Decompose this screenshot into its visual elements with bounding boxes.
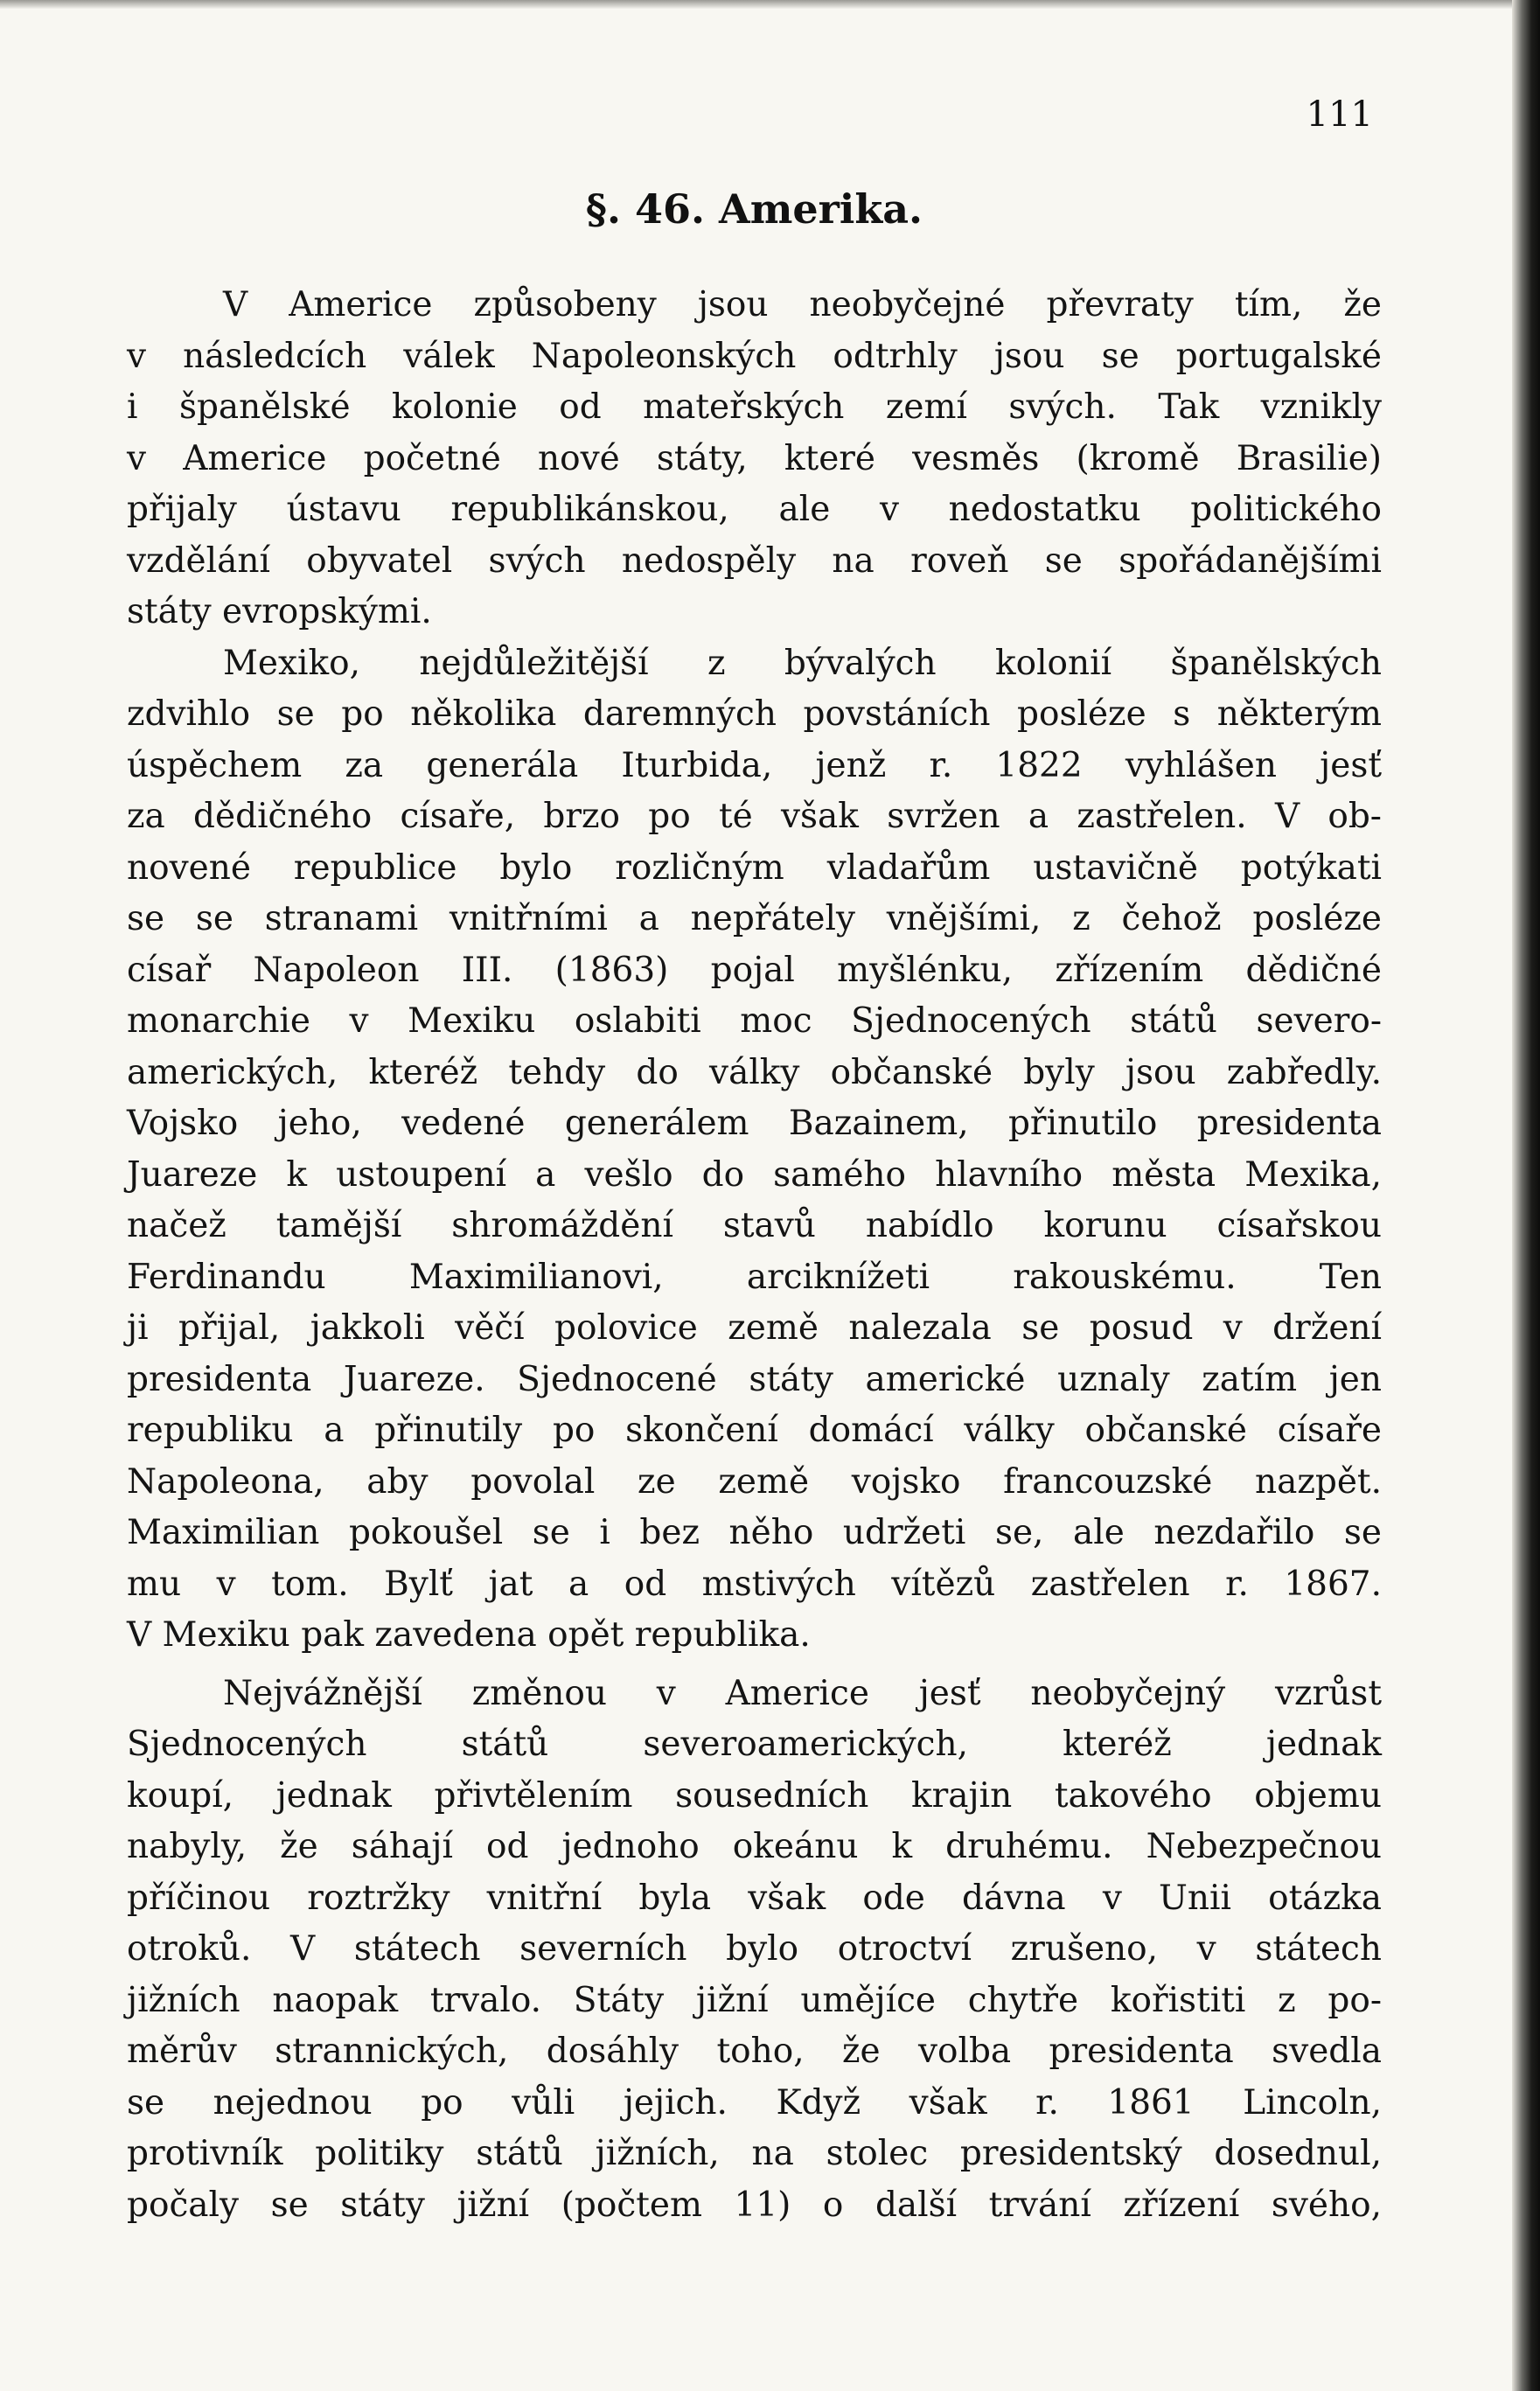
- text-line: v Americe početné nové státy, které vesměs (kromě Brasilie): [127, 438, 1382, 478]
- text-line: příčinou roztržky vnitřní byla však ode dávna v Unii otázka: [127, 1878, 1382, 1918]
- text-line: přijaly ústavu republikánskou, ale v nedostatku politického: [127, 490, 1382, 529]
- page-top-edge: [0, 0, 1540, 9]
- text-line: císař Napoleon III. (1863) pojal myšlénku, zřízením dědičné: [127, 950, 1382, 990]
- text-line: koupí, jednak přivtělením sousedních krajin takového objemu: [127, 1775, 1382, 1816]
- text-line: Maximilian pokoušel se i bez něho udržeti se, ale nezdařilo se: [127, 1513, 1382, 1552]
- text-line: Mexiko, nejdůležitější z bývalých kolonií španělských: [223, 643, 1382, 683]
- text-line: státy evropskými.: [127, 592, 432, 631]
- text-line: Nejvážnější změnou v Americe jesť neobyčejný vzrůst: [223, 1673, 1382, 1713]
- paragraph: [127, 638, 1382, 1662]
- text-line: mu v tom. Bylť jat a od mstivých vítězů zastřelen r. 1867.: [127, 1564, 1382, 1604]
- text-line: Sjednocených států severoamerických, kteréž jednak: [127, 1725, 1382, 1764]
- text-line: úspěchem za generála Iturbida, jenž r. 1822 vyhlášen jesť: [127, 745, 1382, 785]
- paragraph: [127, 1669, 1382, 2232]
- section-heading: §. 46. Amerika.: [585, 185, 923, 233]
- text-line: monarchie v Mexiku oslabiti moc Sjednocených států severo-: [127, 1001, 1382, 1041]
- text-line: Napoleona, aby povolal ze země vojsko francouzské nazpět.: [127, 1461, 1382, 1502]
- page-number: 111: [1306, 94, 1373, 135]
- text-line: Juareze k ustoupení a vešlo do samého hlavního města Mexika,: [127, 1154, 1382, 1195]
- text-line: se se stranami vnitřními a nepřátely vnějšími, z čehož posléze: [127, 899, 1382, 938]
- text-line: zdvihlo se po několika daremných povstáních posléze s některým: [127, 694, 1382, 734]
- text-line: V Mexiku pak zavedena opět republika.: [127, 1615, 811, 1655]
- text-line: vzdělání obyvatel svých nedospěly na roveň se spořádanějšími: [127, 540, 1382, 581]
- text-line: počaly se státy jižní (počtem 11) o další trvání zřízení svého,: [127, 2185, 1382, 2225]
- text-line: měrův strannických, dosáhly toho, že volba presidenta svedla: [127, 2032, 1382, 2071]
- text-line: i španělské kolonie od mateřských zemí svých. Tak vznikly: [127, 387, 1382, 427]
- text-line: Vojsko jeho, vedené generálem Bazainem, přinutilo presidenta: [127, 1104, 1382, 1143]
- text-line: za dědičného císaře, brzo po té však svržen a zastřelen. V ob-: [127, 797, 1382, 836]
- paragraph: [127, 280, 1382, 638]
- text-line: v následcích válek Napoleonských odtrhly jsou se portugalské: [127, 336, 1382, 376]
- text-line: ji přijal, jakkoli věčí polovice země nalezala se posud v držení: [127, 1308, 1382, 1348]
- text-line: otroků. V státech severních bylo otroctví zrušeno, v státech: [127, 1929, 1382, 1969]
- text-line: Ferdinandu Maximilianovi, arciknížeti rakouskému. Ten: [127, 1257, 1382, 1297]
- text-line: novené republice bylo rozličným vladařům ustavičně potýkati: [127, 847, 1382, 888]
- text-line: protivník politiky států jižních, na stolec presidentský dosednul,: [127, 2134, 1382, 2173]
- text-line: amerických, kteréž tehdy do války občanské byly jsou zabředly.: [127, 1052, 1382, 1092]
- body-text: [127, 280, 1382, 2231]
- text-line: republiku a přinutily po skončení domácí války občanské císaře: [127, 1411, 1382, 1450]
- text-line: jižních naopak trvalo. Státy jižní umějíce chytře kořistiti z po-: [127, 1980, 1382, 2020]
- text-line: nabyly, že sáhají od jednoho okeánu k druhému. Nebezpečnou: [127, 1827, 1382, 1866]
- text-line: se nejednou po vůli jejich. Když však r. 1861 Lincoln,: [127, 2082, 1382, 2123]
- text-line: V Americe způsobeny jsou neobyčejné převraty tím, že: [223, 285, 1382, 324]
- text-line: presidenta Juareze. Sjednocené státy americké uznaly zatím jen: [127, 1359, 1382, 1399]
- text-line: načež tamější shromáždění stavů nabídlo korunu císařskou: [127, 1206, 1382, 1245]
- book-spine-shadow: [1512, 0, 1540, 2391]
